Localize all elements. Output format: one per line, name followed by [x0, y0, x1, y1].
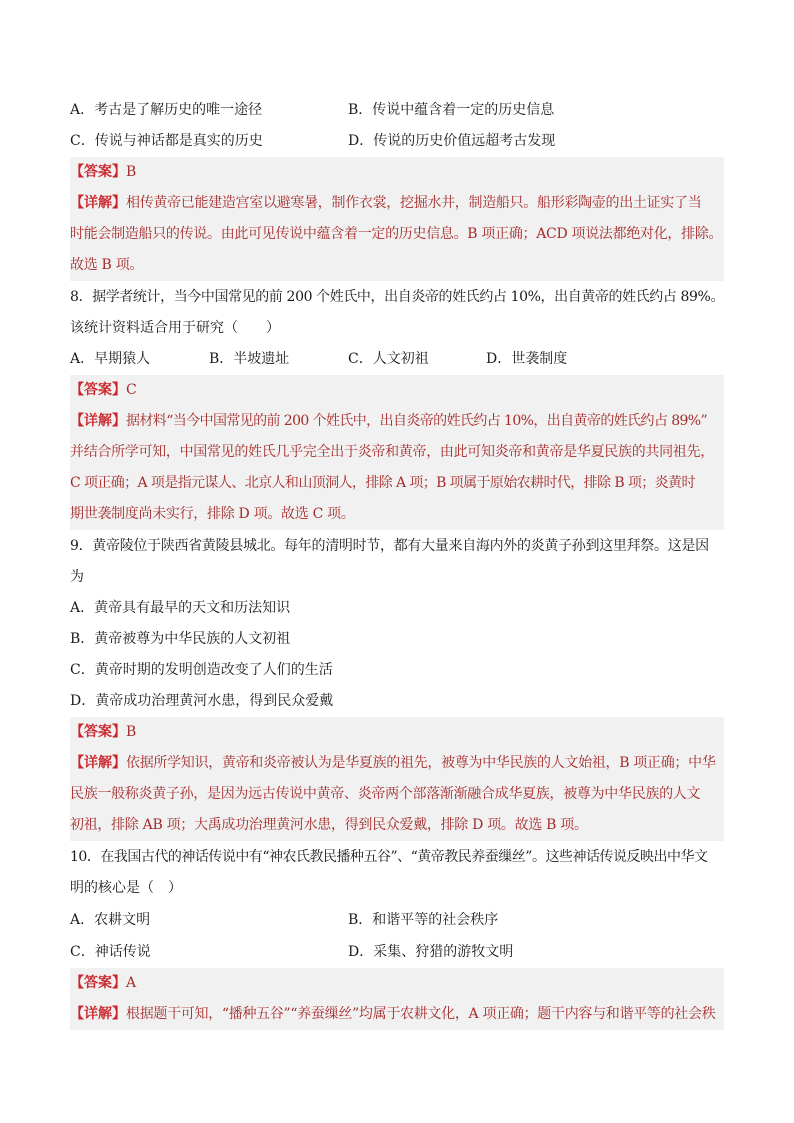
q7-explain-line-3: [70, 250, 724, 281]
answer-value: C: [126, 382, 137, 398]
explain-text: 相传黄帝已能建造宫室以避寒暑，制作衣裳，挖掘水井，制造船只。船形彩陶壶的出土证实了当: [126, 195, 702, 211]
q8-answer: [70, 375, 724, 406]
option-text: C．黄帝时期的发明创造改变了人们的生活: [70, 662, 333, 678]
q9-option-d: [70, 686, 724, 717]
q8-options-row: [70, 344, 724, 375]
q10-options-row-1: [70, 905, 724, 936]
question-text: 9．黄帝陵位于陕西省黄陵县城北。每年的清明时节，都有大量来自海内外的炎黄子孙到这里拜祭。这是因: [70, 538, 709, 554]
answer-tag: 【答案】: [70, 724, 126, 740]
q9-explain-line-2: [70, 779, 724, 810]
q10-option-c: C．神话传说: [70, 944, 151, 960]
q10-answer: [70, 968, 724, 999]
q8-option-c: C．人文初祖: [348, 351, 429, 367]
q10-option-a: A．农耕文明: [70, 912, 151, 928]
q7-answer: [70, 157, 724, 188]
answer-value: B: [126, 164, 137, 180]
explain-text: 民族一般称炎黄子孙，是因为远古传说中黄帝、炎帝两个部落渐渐融合成华夏族，被尊为中华民族的人文: [70, 786, 701, 802]
q10-option-b: B．和谐平等的社会秩序: [348, 912, 499, 928]
answer-tag: 【答案】: [70, 975, 126, 991]
option-text: A．黄帝具有最早的天文和历法知识: [70, 600, 291, 616]
explain-text: 并结合所学可知，中国常见的姓氏几乎完全出于炎帝和黄帝，由此可知炎帝和黄帝是华夏民族的共同祖先，: [70, 444, 714, 460]
answer-tag: 【答案】: [70, 382, 126, 398]
explain-tag: 【详解】: [70, 755, 126, 771]
answer-value: B: [126, 724, 137, 740]
q7-option-b: B．传说中蕴含着一定的历史信息: [348, 102, 555, 118]
answer-value: A: [126, 975, 137, 991]
explain-text: C 项正确；A 项是指元谋人、北京人和山顶洞人，排除 A 项；B 项属于原始农耕时代，排除 B 项；炎黄时: [70, 475, 695, 491]
q9-option-a: [70, 593, 724, 624]
q7-option-a: A．考古是了解历史的唯一途径: [70, 102, 263, 118]
q7-explain-line-1: [70, 188, 724, 219]
explain-tag: 【详解】: [70, 1006, 126, 1022]
question-text: 明的核心是（ ）: [70, 880, 182, 896]
explain-tag: 【详解】: [70, 195, 126, 211]
q8-stem-line-1: [70, 282, 724, 313]
q10-options-row-2: [70, 937, 724, 968]
q9-answer: [70, 717, 724, 748]
explain-text: 期世袭制度尚未实行，排除 D 项。故选 C 项。: [70, 506, 355, 522]
q9-option-c: [70, 655, 724, 686]
q10-option-d: D．采集、狩猎的游牧文明: [348, 944, 514, 960]
q8-explain-line-2: [70, 437, 724, 468]
q8-explain-line-4: [70, 499, 724, 530]
q7-option-c: C．传说与神话都是真实的历史: [70, 133, 263, 149]
question-text: 10．在我国古代的神话传说中有“神农氏教民播种五谷”、“黄帝教民养蚕缫丝”。这些神话传说反映出中华文: [70, 849, 708, 865]
question-text: 该统计资料适合用于研究（ ）: [70, 320, 280, 336]
q9-explain-line-3: [70, 810, 724, 841]
answer-tag: 【答案】: [70, 164, 126, 180]
q8-stem-line-2: [70, 313, 724, 344]
q7-explain-line-2: [70, 219, 724, 250]
q8-option-d: D．世袭制度: [486, 351, 568, 367]
q8-explain-line-3: [70, 468, 724, 499]
explain-text: 初祖，排除 AB 项；大禹成功治理黄河水患，得到民众爱戴，排除 D 项。故选 B 项。: [70, 817, 588, 833]
option-text: B．黄帝被尊为中华民族的人文初祖: [70, 631, 291, 647]
q7-options-row-1: [70, 95, 724, 126]
q9-stem-line-1: [70, 531, 724, 562]
q10-stem-line-2: [70, 873, 724, 904]
explain-text: 据材料“当今中国常见的前 200 个姓氏中，出自炎帝的姓氏约占 10%，出自黄帝的姓氏约占 89%”: [126, 413, 708, 429]
q7-option-d: D．传说的历史价值远超考古发现: [348, 133, 556, 149]
explain-text: 时能会制造船只的传说。由此可见传说中蕴含着一定的历史信息。B 项正确；ACD 项说法都绝对化，排除。: [70, 226, 723, 242]
explain-text: 故选 B 项。: [70, 257, 144, 273]
q8-option-a: A．早期猿人: [70, 351, 151, 367]
explain-text: 依据所学知识，黄帝和炎帝被认为是华夏族的祖先，被尊为中华民族的人文始祖，B 项正确；中华: [126, 755, 716, 771]
explain-text: 根据题干可知，“播种五谷”“养蚕缫丝”均属于农耕文化，A 项正确；题干内容与和谐平等的社会秩: [126, 1006, 716, 1022]
q8-explain-line-1: [70, 406, 724, 437]
explain-tag: 【详解】: [70, 413, 126, 429]
question-text: 8．据学者统计，当今中国常见的前 200 个姓氏中，出自炎帝的姓氏约占 10%，出自黄帝的姓氏约占 89%。: [70, 289, 725, 305]
q8-option-b: B．半坡遗址: [209, 351, 290, 367]
q9-stem-line-2: [70, 562, 724, 593]
question-text: 为: [70, 569, 84, 585]
q9-option-b: [70, 624, 724, 655]
q9-explain-line-1: [70, 748, 724, 779]
option-text: D．黄帝成功治理黄河水患，得到民众爱戴: [70, 693, 334, 709]
q10-explain-line-1: [70, 999, 724, 1030]
q7-options-row-2: [70, 126, 724, 157]
q10-stem-line-1: [70, 842, 724, 873]
